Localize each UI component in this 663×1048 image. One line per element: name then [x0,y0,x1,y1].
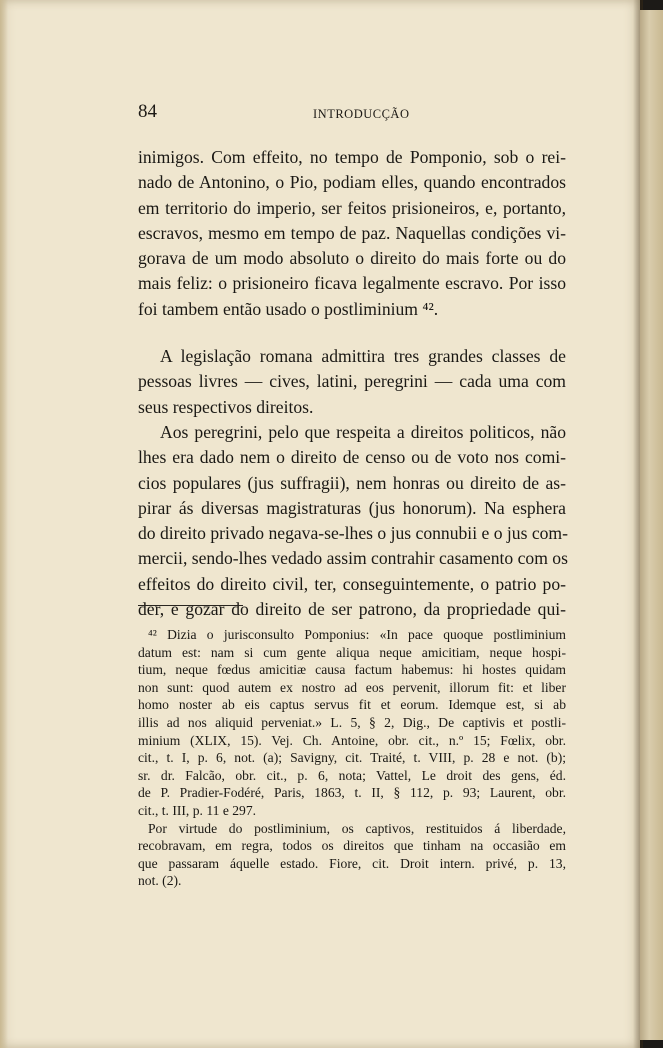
page-header [138,101,566,129]
text-line: inimigos. Com effeito, no tempo de Pomponio, sob o rei- [138,147,566,167]
text-line: effeitos do direito civil, ter, conseguintemente, o patrio po- [138,573,566,594]
footnote-line: datum est: nam si cum gente aliqua neque amicitiam, neque hospi- [138,644,566,660]
footnote-line: de P. Pradier-Fodéré, Paris, 1863, t. II, § 112, p. 93; Laurent, obr. [138,785,566,801]
footnote-line: cit., t. I, p. 6, not. (a); Savigny, cit. Traité, t. VIII, p. 28 e not. (b); [138,750,566,766]
page-left-edge [0,0,8,1048]
text-line: foi tambem então usado o postliminium ⁴². [138,298,439,319]
text-line: nado de Antonino, o Pio, podiam elles, quando encontrados [138,172,566,193]
paragraph-gap [138,322,566,344]
text-line: mais feliz: o prisioneiro ficava legalmente escravo. Por isso [138,273,566,294]
text-line: Aos peregrini, pelo que respeita a direitos politicos, não [160,421,566,442]
footnote-line: que passaram áquelle estado. Fiore, cit. Droit intern. privé, p. 13, [138,855,566,871]
next-page-edge [640,10,663,1040]
text-line: do direito privado negava-se-lhes o jus connubii e o jus com- [138,523,568,544]
footnote-line: Por virtude do postliminium, os captivos, restituidos á liberdade, [148,820,566,836]
footnotes [138,626,566,890]
footnote-line: not. (2). [138,873,182,889]
footnote-rule [138,605,243,606]
main-text [138,145,566,622]
footnote-line: illis ad nos aliquid perveniat.» L. 5, § 2, Dig., De captivis et postli- [138,714,566,730]
footnote-line: non sunt: quod autem ex nostro ad eos pervenit, illorum fit: et liber [138,679,566,695]
footnote-line: ⁴² Dizia o jurisconsulto Pomponius: «In pace quoque postliminium [148,627,566,642]
text-line: mercii, sendo-lhes vedado assim contrahir casamento com os [138,548,568,569]
text-line: A legislação romana admittira tres grandes classes de [160,346,566,367]
footnote-line: minium (XLIX, 15). Vej. Ch. Antoine, obr. cit., n.º 15; Fœlix, obr. [138,732,566,748]
text-line: lhes era dado nem o direito de censo ou de voto nos comi- [138,447,566,468]
text-line: cios populares (jus suffragii), nem honras ou direito de as- [138,472,566,493]
text-line: em territorio do imperio, ser feitos prisioneiros, e, portanto, [138,197,566,218]
footnote-continuation [138,820,566,890]
text-line: seus respectivos direitos. [138,396,314,417]
footnote-42 [138,626,566,820]
paragraph-2 [138,344,566,420]
text-line: pessoas livres — cives, latini, peregrini — cada uma com [138,371,566,392]
footnote-line: cit., t. III, p. 11 e 297. [138,802,257,818]
running-title: INTRODUCÇÃO [313,107,410,121]
text-line: gorava de um modo absoluto o direito do mais forte ou do [138,248,566,269]
footnote-line: recobravam, em regra, todos os direitos que tinham na occasião em [138,838,566,854]
footnote-line: tium, neque fœdus amicitiæ causa factum habemus: hi hostes quidam [138,662,566,678]
page-number: 84 [138,101,157,122]
footnote-line: sr. dr. Falcão, obr. cit., p. 6, nota; Vattel, Le droit des gens, éd. [138,767,566,783]
footnote-line: homo noster ab eis captus servus fit et eorum. Idemque est, si ab [138,697,566,713]
paragraph-1 [138,145,566,322]
text-line: der, e gozar do direito de ser patrono, da propriedade qui- [138,599,566,620]
paragraph-3 [138,420,566,622]
text-line: escravos, mesmo em tempo de paz. Naquellas condições vi- [138,222,566,243]
text-line: pirar ás diversas magistraturas (jus honorum). Na esphera [138,497,566,518]
